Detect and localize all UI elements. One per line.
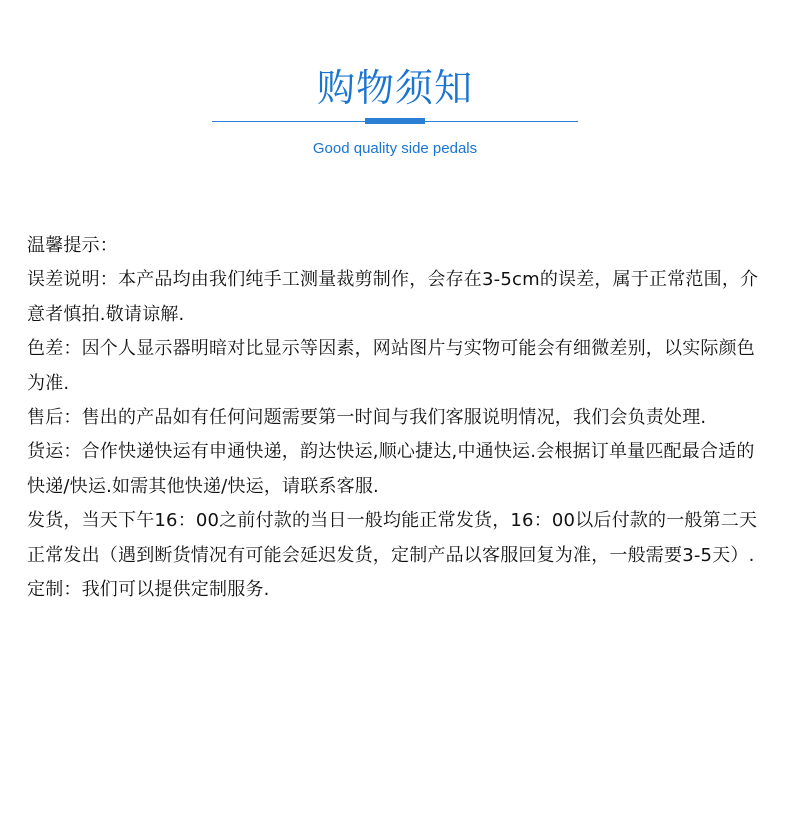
note-after-sales: 售后：售出的产品如有任何问题需要第一时间与我们客服说明情况，我们会负责处理. xyxy=(27,407,707,429)
note-customization: 定制：我们可以提供定制服务. xyxy=(27,579,270,601)
notes-heading: 温馨提示： xyxy=(27,235,118,256)
note-color-difference: 色差：因个人显示器明暗对比显示等因素，网站图片与实物可能会有细微差别，以实际颜色为准. xyxy=(27,338,755,394)
notes-section xyxy=(27,229,772,607)
page-title: 购物须知 xyxy=(316,66,473,110)
note-error-explanation: 误差说明：本产品均由我们纯手工测量裁剪制作，会存在3-5cm的误差，属于正常范围，介意者慎拍.敬请谅解. xyxy=(27,269,759,325)
note-dispatch-time: 发货，当天下午16：00之前付款的当日一般均能正常发货，16：00以后付款的一般第二天正常发出（遇到断货情况有可能会延迟发货，定制产品以客服回复为准，一般需要3-5天）. xyxy=(27,510,758,566)
page-subtitle: Good quality side pedals xyxy=(312,140,478,157)
note-shipping-carriers: 货运：合作快递快运有申通快递，韵达快运,顺心捷达,中通快运.会根据订单量匹配最合适的快递/快运.如需其他快递/快运，请联系客服. xyxy=(27,441,755,497)
title-divider-accent xyxy=(365,118,425,124)
